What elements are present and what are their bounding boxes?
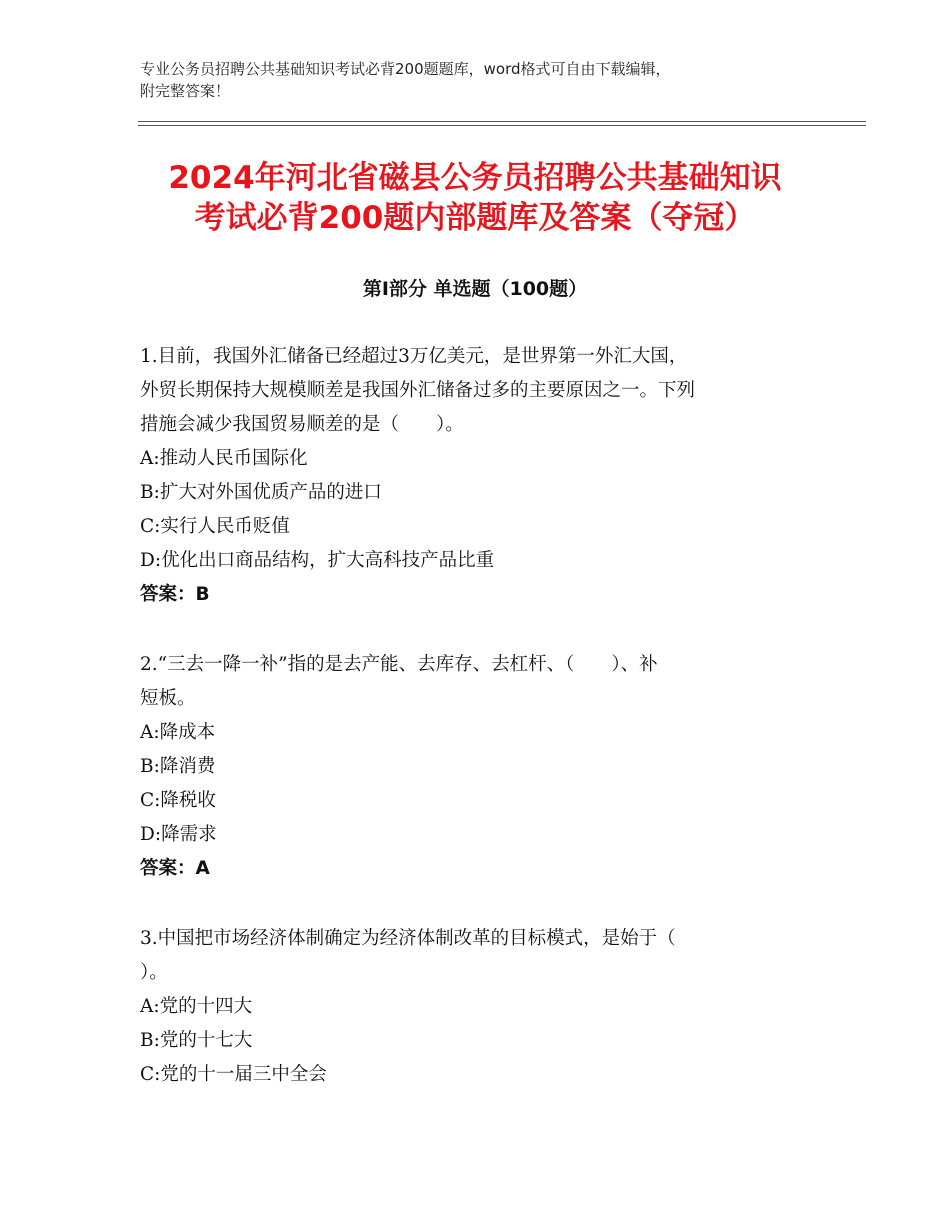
option-c: C:党的十一届三中全会 [140,1064,327,1085]
option-d: D:优化出口商品结构，扩大高科技产品比重 [140,550,495,571]
header-note-line-1: 专业公务员招聘公共基础知识考试必背200题题库，word格式可自由下载编辑， [140,60,671,78]
section-title: 第Ⅰ部分 单选题（100题） [362,278,588,300]
question-stem-line: 1.目前，我国外汇储备已经超过3万亿美元，是世界第一外汇大国， [140,346,688,367]
question-stem-line: 短板。 [140,688,196,709]
option-b: B:扩大对外国优质产品的进口 [140,482,382,503]
option-a: A:推动人民币国际化 [140,448,308,469]
option-c: C:实行人民币贬值 [140,516,290,537]
document-title [100,158,850,238]
option-a: A:党的十四大 [140,996,253,1017]
question-stem-line: ）。 [140,962,168,983]
header-divider-top [138,121,866,122]
header-note [140,58,840,102]
question-3 [140,922,830,1092]
option-b: B:降消费 [140,756,216,777]
question-stem-line: 2.“三去一降一补”指的是去产能、去库存、去杠杆、（ ）、补 [140,654,658,675]
answer-line: 答案：B [140,584,210,605]
answer-line: 答案：A [140,858,210,879]
option-a: A:降成本 [140,722,216,743]
question-stem-line: 措施会减少我国贸易顺差的是（ ）。 [140,414,464,435]
option-c: C:降税收 [140,790,216,811]
header-note-line-2: 附完整答案！ [140,82,231,100]
question-1 [140,340,830,612]
question-2 [140,648,830,886]
question-stem-line: 3.中国把市场经济体制确定为经济体制改革的目标模式，是始于（ [140,928,676,949]
option-b: B:党的十七大 [140,1030,253,1051]
document-title-line-2: 考试必背200题内部题库及答案（夺冠） [194,200,756,236]
header-divider-bottom [138,125,866,126]
option-d: D:降需求 [140,824,217,845]
document-title-line-1: 2024年河北省磁县公务员招聘公共基础知识 [168,160,782,196]
question-stem-line: 外贸长期保持大规模顺差是我国外汇储备过多的主要原因之一。下列 [140,380,696,401]
